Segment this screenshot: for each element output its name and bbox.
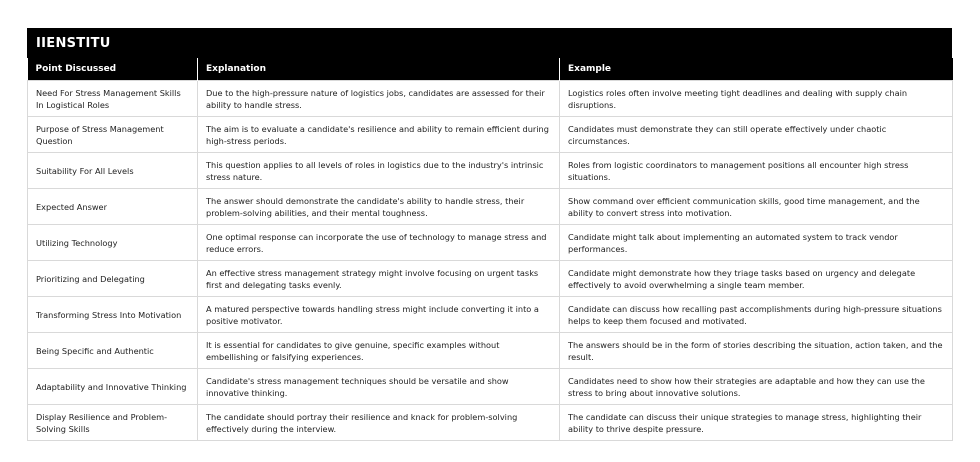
cell-explanation: Due to the high-pressure nature of logistics jobs, candidates are assessed for their ability to handle stress. (198, 81, 560, 117)
cell-example: Logistics roles often involve meeting tight deadlines and dealing with supply chain disruptions. (560, 81, 953, 117)
table-title: IIENSTITU (27, 28, 952, 58)
cell-explanation: One optimal response can incorporate the use of technology to manage stress and reduce errors. (198, 225, 560, 261)
cell-point: Transforming Stress Into Motivation (28, 297, 198, 333)
table-row (28, 369, 953, 405)
table-row (28, 189, 953, 225)
cell-example: Candidate can discuss how recalling past accomplishments during high-pressure situations helps to keep them focused and motivated. (560, 297, 953, 333)
cell-point: Need For Stress Management Skills In Logistical Roles (28, 81, 198, 117)
header-point: Point Discussed (28, 58, 198, 81)
cell-example: Candidate might talk about implementing an automated system to track vendor performances. (560, 225, 953, 261)
cell-example: Show command over efficient communication skills, good time management, and the ability to convert stress into motivation. (560, 189, 953, 225)
cell-example: Candidates need to show how their strategies are adaptable and how they can use the stress to bring about innovative solutions. (560, 369, 953, 405)
cell-point: Adaptability and Innovative Thinking (28, 369, 198, 405)
cell-point: Display Resilience and Problem-Solving Skills (28, 405, 198, 441)
cell-explanation: An effective stress management strategy might involve focusing on urgent tasks first and delegating tasks evenly. (198, 261, 560, 297)
cell-explanation: A matured perspective towards handling stress might include converting it into a positive motivator. (198, 297, 560, 333)
cell-example: The answers should be in the form of stories describing the situation, action taken, and the result. (560, 333, 953, 369)
cell-point: Suitability For All Levels (28, 153, 198, 189)
table-row (28, 297, 953, 333)
data-table (27, 58, 953, 441)
cell-explanation: The answer should demonstrate the candidate's ability to handle stress, their problem-solving abilities, and their mental toughness. (198, 189, 560, 225)
cell-point: Prioritizing and Delegating (28, 261, 198, 297)
cell-explanation: It is essential for candidates to give genuine, specific examples without embellishing or falsifying experiences. (198, 333, 560, 369)
table-row (28, 225, 953, 261)
cell-point: Purpose of Stress Management Question (28, 117, 198, 153)
cell-example: The candidate can discuss their unique strategies to manage stress, highlighting their ability to thrive despite pressure. (560, 405, 953, 441)
table-row (28, 333, 953, 369)
table-row (28, 153, 953, 189)
cell-explanation: Candidate's stress management techniques should be versatile and show innovative thinking. (198, 369, 560, 405)
cell-example: Roles from logistic coordinators to management positions all encounter high stress situations. (560, 153, 953, 189)
cell-explanation: The aim is to evaluate a candidate's resilience and ability to remain efficient during high-stress periods. (198, 117, 560, 153)
cell-point: Being Specific and Authentic (28, 333, 198, 369)
header-explanation: Explanation (198, 58, 560, 81)
table-row (28, 81, 953, 117)
cell-example: Candidates must demonstrate they can still operate effectively under chaotic circumstances. (560, 117, 953, 153)
table-row (28, 261, 953, 297)
cell-example: Candidate might demonstrate how they triage tasks based on urgency and delegate effectively to avoid overwhelming a single team member. (560, 261, 953, 297)
cell-explanation: The candidate should portray their resilience and knack for problem-solving effectively during the interview. (198, 405, 560, 441)
table-row (28, 405, 953, 441)
cell-explanation: This question applies to all levels of roles in logistics due to the industry's intrinsic stress nature. (198, 153, 560, 189)
table-row (28, 117, 953, 153)
cell-point: Utilizing Technology (28, 225, 198, 261)
header-row (28, 58, 953, 81)
cell-point: Expected Answer (28, 189, 198, 225)
header-example: Example (560, 58, 953, 81)
table-container (27, 28, 952, 441)
